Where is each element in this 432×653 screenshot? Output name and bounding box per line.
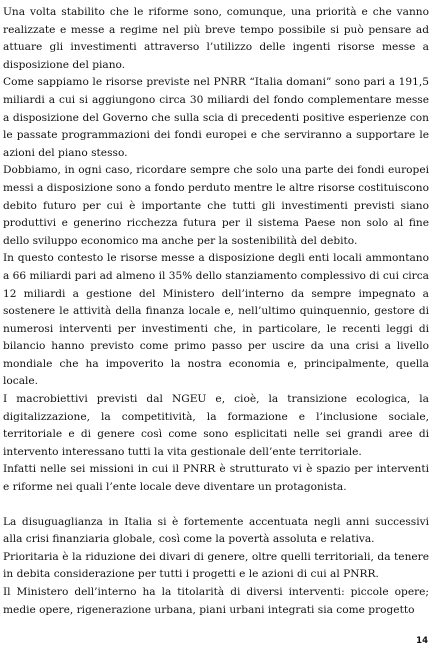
paragraph-divari-genere: Prioritaria è la riduzione dei divari di genere, oltre quelli territoriali, da tenere in debita considerazione per tutti i progetti e le azioni di cui al PNRR. xyxy=(3,550,429,581)
paragraph-risorse-pnrr: Come sappiamo le risorse previste nel PNRR “Italia domani” sono pari a 191,5 miliardi a cui si aggiungono circa 30 miliardi del fondo complementare messe a disposizione del Governo che sulla scia di precedenti positive esperienze con le passate programmazioni dei fondi europei e che serviranno a supportare le azioni del piano stesso. xyxy=(3,76,429,159)
paragraph-disuguaglianza: La disuguaglianza in Italia si è fortemente accentuata negli anni successivi alla crisi finanziaria globale, così come la povertà assoluta e relativa. xyxy=(3,515,429,546)
document-body xyxy=(3,4,429,619)
paragraph-riforme: Una volta stabilito che le riforme sono, comunque, una priorità e che vanno realizzate e messe a regime nel più breve tempo possibile si può pensare ad attuare gli investimenti attraverso l’utilizzo delle ingenti risorse messe a disposizione del piano. xyxy=(3,6,429,71)
paragraph-sei-missioni: Infatti nelle sei missioni in cui il PNRR è strutturato vi è spazio per interventi e riforme nei quali l’ente locale deve diventare un protagonista. xyxy=(3,463,429,494)
paragraph-ministero-interno: Il Ministero dell’interno ha la titolarità di diversi interventi: piccole opere; medie opere, rigenerazione urbana, piani urbani integrati sia come progetto xyxy=(3,586,429,616)
paragraph-fondi-europei: Dobbiamo, in ogni caso, ricordare sempre che solo una parte dei fondi europei messi a disposizione sono a fondo perduto mentre le altre risorse costituiscono debito futuro per cui è importante che tutti gli investimenti previsti siano produttivi e generino ricchezza futura per il sistema Paese non solo al fine dello sviluppo economico ma anche per la sostenibilità del debito. xyxy=(3,164,429,247)
page-number: 14 xyxy=(416,636,428,646)
paragraph-enti-locali: In questo contesto le risorse messe a disposizione degli enti locali ammontano a 66 miliardi pari ad almeno il 35% dello stanziamento complessivo di cui circa 12 miliardi a gestione del Ministero dell’interno da sempre impegnato a sostenere le attività della finanza locale e, nell’ultimo quinquennio, gestore di numerosi interventi per investimenti che, in particolare, le recenti leggi di bilancio hanno previsto come primo passo per uscire da una crisi a livello mondiale che ha impoverito la nostra economia e, principalmente, quella locale. xyxy=(3,252,429,388)
paragraph-macrobiettivi: I macrobiettivi previsti dal NGEU e, cioè, la transizione ecologica, la digitalizzazione, la competitività, la formazione e l’inclusione sociale, territoriale e di genere così come sono esplicitati nelle sei grandi aree di intervento interessano tutti la vita gestionale dell’ente territoriale. xyxy=(3,393,429,458)
